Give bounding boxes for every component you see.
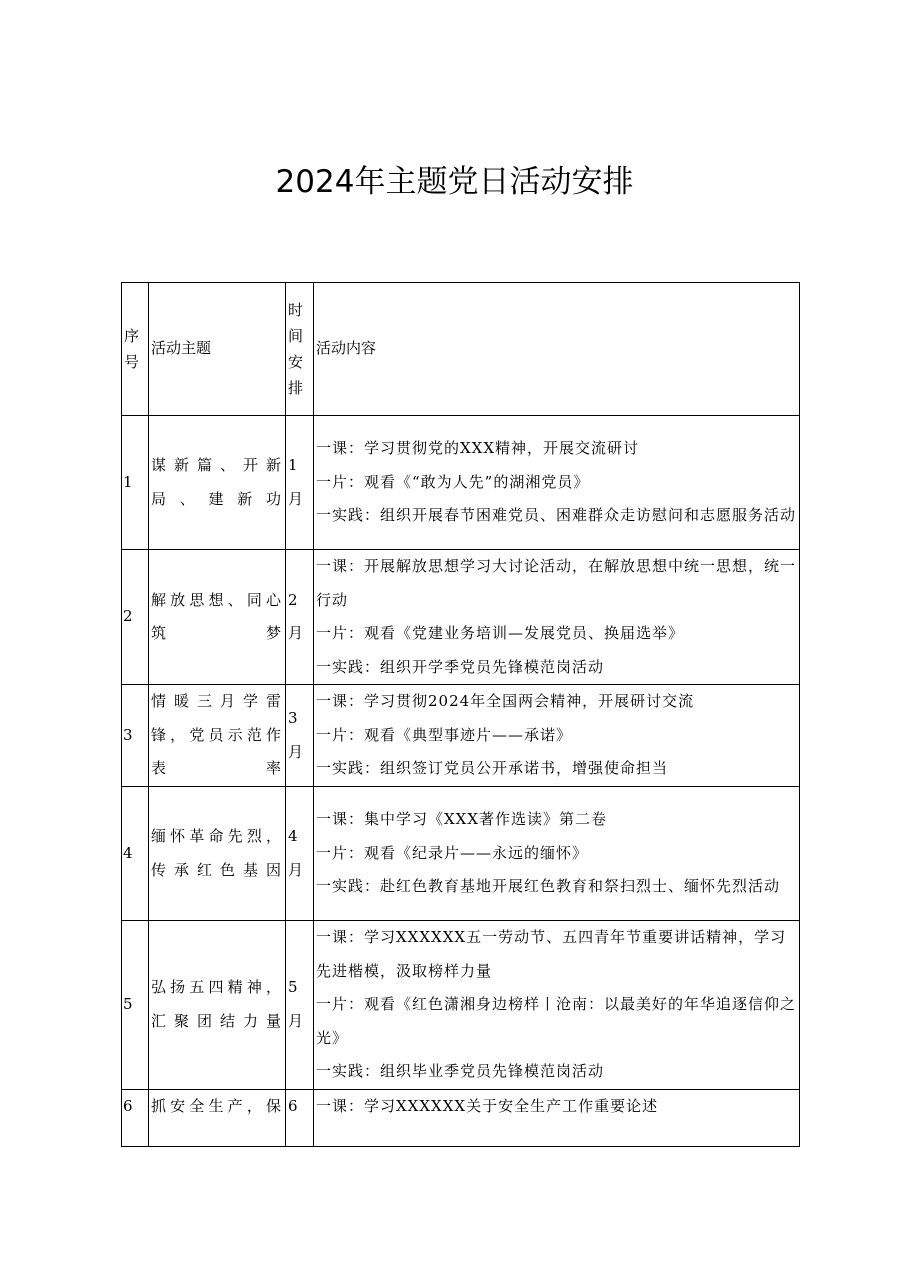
row-theme-text: 解放思想、同心筑梦 <box>151 590 283 642</box>
header-content-label: 活动内容 <box>316 339 377 358</box>
row-time-number: 3 <box>288 709 298 727</box>
header-time-label: 时间安排 <box>288 301 304 397</box>
header-content <box>314 283 800 416</box>
row-number: 2 <box>122 550 149 685</box>
row-content <box>314 787 800 921</box>
row-time-number: 5 <box>288 978 298 997</box>
header-theme-label: 活动主题 <box>151 339 212 358</box>
row-time <box>286 550 314 685</box>
row-time-unit: 月 <box>288 1011 304 1030</box>
table-row <box>122 921 800 1090</box>
content-item: 一实践：组织毕业季党员先锋模范岗活动 <box>316 1062 605 1080</box>
row-time-unit: 月 <box>288 489 304 508</box>
row-number: 6 <box>122 1089 149 1146</box>
table-row <box>122 787 800 921</box>
row-time <box>286 787 314 921</box>
row-theme-text: 谋新篇、开新局、建新功 <box>151 456 283 508</box>
content-item: 一片：观看《“敢为人先”的湖湘党员》 <box>316 472 590 491</box>
row-theme <box>149 550 286 685</box>
row-content <box>314 550 800 685</box>
header-no-label: 序号 <box>124 327 140 371</box>
content-item: 一实践：赴红色教育基地开展红色教育和祭扫烈士、缅怀先烈活动 <box>316 877 781 896</box>
row-content <box>314 921 800 1090</box>
row-content <box>314 1089 800 1146</box>
row-time <box>286 1089 314 1146</box>
row-theme <box>149 685 286 787</box>
row-theme <box>149 416 286 550</box>
row-time-number: 6 <box>288 1096 298 1115</box>
content-item: 一片：观看《纪录片——永远的缅怀》 <box>316 843 589 862</box>
row-number: 5 <box>122 921 149 1090</box>
header-row <box>122 283 800 416</box>
document-title: 2024年主题党日活动安排 <box>275 164 634 200</box>
table-row <box>122 416 800 550</box>
row-time-number: 4 <box>288 827 298 845</box>
content-item: 一课：学习XXXXXX五一劳动节、五四青年节重要讲话精神，学习先进楷模，汲取榜样力量 <box>316 928 787 980</box>
row-time-unit: 月 <box>288 742 304 761</box>
content-item: 一片：观看《典型事迹片——承诺》 <box>316 725 573 744</box>
row-time-unit: 月 <box>288 624 304 642</box>
header-no <box>122 283 149 416</box>
row-number: 3 <box>122 685 149 787</box>
table-row <box>122 685 800 787</box>
row-theme-text: 缅怀革命先烈，传承红色基因 <box>151 827 283 879</box>
content-item: 一实践：组织开展春节困难党员、困难群众走访慰问和志愿服务活动 <box>316 506 797 525</box>
table-row <box>122 1089 800 1146</box>
row-content <box>314 685 800 787</box>
activity-schedule-table <box>121 282 800 1147</box>
content-item: 一片：观看《红色潇湘身边榜样丨沧南：以最美好的年华追逐信仰之光》 <box>316 995 797 1047</box>
row-time-unit: 月 <box>288 860 304 879</box>
row-time-number: 1 <box>288 456 298 474</box>
content-item: 一课：集中学习《XXX著作选读》第二卷 <box>316 810 608 829</box>
content-item: 一课：学习贯彻党的XXX精神，开展交流研讨 <box>316 439 640 458</box>
row-theme <box>149 921 286 1090</box>
header-time <box>286 283 314 416</box>
row-theme-text: 情暖三月学雷锋，党员示范作表率 <box>151 692 283 778</box>
row-time <box>286 921 314 1090</box>
row-time <box>286 685 314 787</box>
content-item: 一实践：组织开学季党员先锋模范岗活动 <box>316 657 605 676</box>
content-item: 一课：学习XXXXXX关于安全生产工作重要论述 <box>316 1096 659 1115</box>
row-theme <box>149 787 286 921</box>
row-theme <box>149 1089 286 1146</box>
content-item: 一课：学习贯彻2024年全国两会精神，开展研讨交流 <box>316 692 695 711</box>
table-row <box>122 550 800 685</box>
row-theme-text: 弘扬五四精神，汇聚团结力量 <box>151 978 283 1030</box>
content-item: 一实践：组织签订党员公开承诺书，增强使命担当 <box>316 759 669 778</box>
row-theme-text: 抓安全生产，保 <box>151 1096 283 1115</box>
row-number: 1 <box>122 416 149 550</box>
content-item: 一课：开展解放思想学习大讨论活动，在解放思想中统一思想，统一行动 <box>316 557 797 609</box>
row-content <box>314 416 800 550</box>
row-time <box>286 416 314 550</box>
row-time-number: 2 <box>288 590 298 609</box>
content-item: 一片：观看《党建业务培训—发展党员、换届选举》 <box>316 624 685 642</box>
header-theme <box>149 283 286 416</box>
row-number: 4 <box>122 787 149 921</box>
